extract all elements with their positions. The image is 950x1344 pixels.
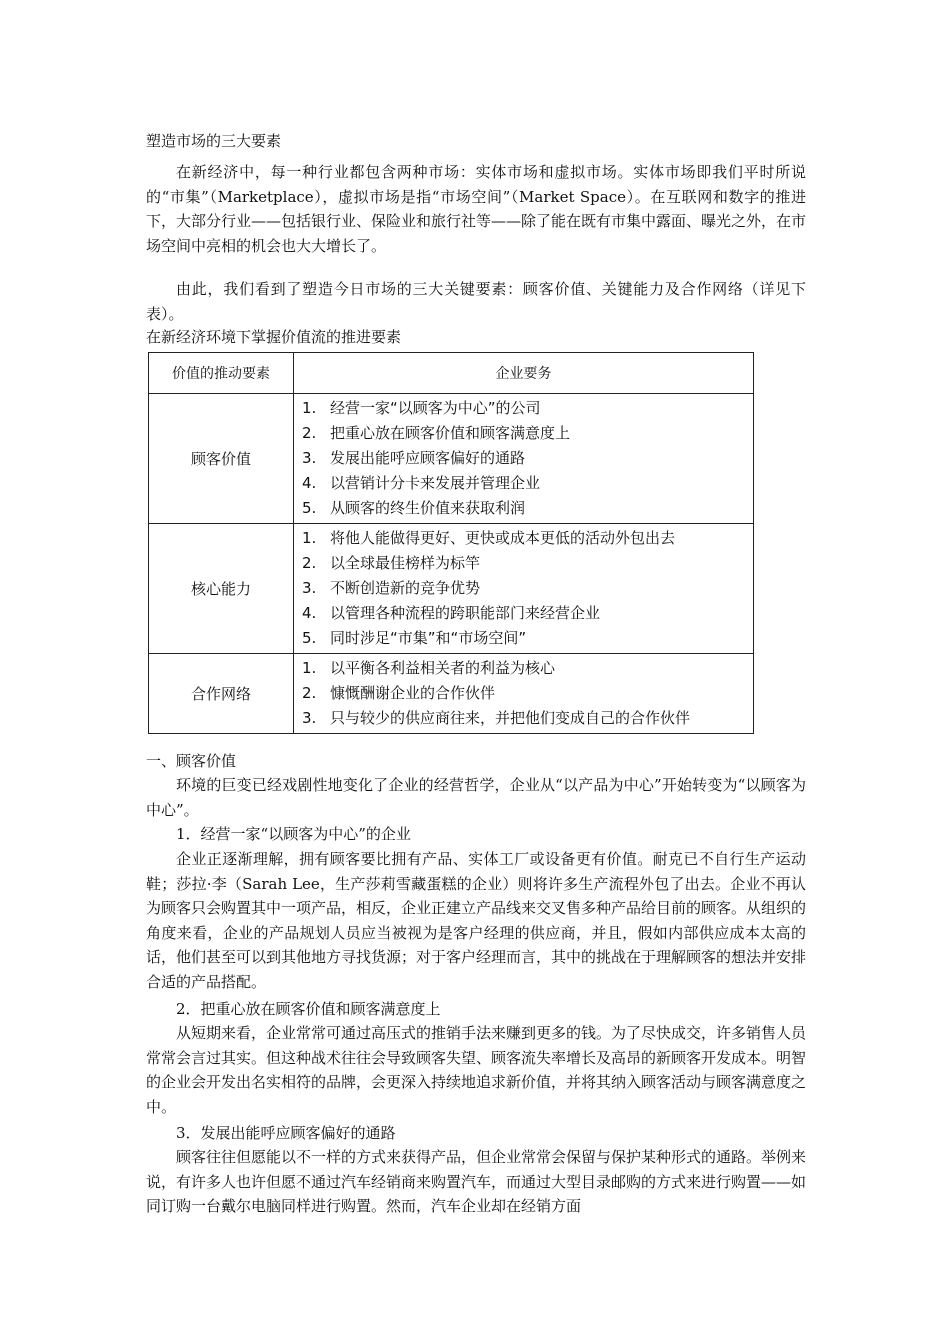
list-item [302, 656, 753, 681]
item-text: 将他人能做得更好、更快或成本更低的活动外包出去 [330, 529, 676, 547]
item-text: 从顾客的终生价值来获取利润 [330, 499, 526, 517]
subsection-body-3: 顾客往往但愿能以不一样的方式来获得产品，但企业常常会保留与保护某种形式的通路。举例来说，有许多人也许但愿不通过汽车经销商来购置汽车，而通过大型目录邮购的方式来进行购置——如同订购一台戴尔电脑同样进行购置。然而，汽车企业却在经销方面 [146, 1148, 807, 1215]
item-number: 2. [302, 424, 317, 442]
subsection-heading-2: 2．把重心放在顾客价值和顾客满意度上 [176, 1000, 441, 1018]
item-text: 以全球最佳榜样为标竿 [330, 554, 481, 572]
header-driver: 价值的推动要素 [149, 353, 294, 394]
item-text: 发展出能呼应顾客偏好的通路 [330, 449, 526, 467]
list-item [302, 446, 753, 471]
task-cell [294, 394, 754, 524]
item-text: 不断创造新的竞争优势 [330, 579, 481, 597]
item-number: 5. [302, 499, 317, 517]
item-text: 把重心放在顾客价值和顾客满意度上 [330, 424, 571, 442]
item-text: 同时涉足“市集”和“市场空间” [330, 629, 527, 647]
item-number: 5. [302, 629, 317, 647]
subsection-heading-1: 1．经营一家“以顾客为中心”的企业 [176, 825, 411, 843]
task-list [302, 526, 753, 651]
list-item [302, 626, 753, 651]
list-item [302, 681, 753, 706]
list-item [302, 601, 753, 626]
item-number: 1. [302, 399, 317, 417]
value-driver-table [148, 352, 754, 734]
item-number: 4. [302, 604, 317, 622]
item-text: 以管理各种流程的跨职能部门来经营企业 [330, 604, 601, 622]
task-list [302, 656, 753, 731]
table-row [149, 654, 754, 734]
table-caption: 在新经济环境下掌握价值流的推进要素 [146, 328, 402, 346]
intro-paragraph-1: 在新经济中，每一种行业都包含两种市场：实体市场和虚拟市场。实体市场即我们平时所说的“市集”（Marketplace），虚拟市场是指“市场空间”（Market Space）。在互联网和数字的推进下，大部分行业——包括银行业、保险业和旅行社等——除了能在既有市集中露面、曝光之外，在市场空间中亮相的机会也大大增长了。 [146, 163, 807, 255]
list-item [302, 421, 753, 446]
header-tasks: 企业要务 [294, 353, 754, 394]
document-title: 塑造市场的三大要素 [146, 132, 282, 150]
item-number: 1. [302, 529, 317, 547]
item-number: 2. [302, 554, 317, 572]
item-text: 以平衡各利益相关者的利益为核心 [330, 659, 556, 677]
task-cell [294, 654, 754, 734]
category-partner-network: 合作网络 [149, 654, 294, 734]
item-number: 3. [302, 579, 317, 597]
intro-paragraph-2: 由此，我们看到了塑造今日市场的三大关键要素：顾客价值、关键能力及合作网络（详见下表）。 [146, 280, 806, 323]
task-list [302, 396, 753, 521]
category-customer-value: 顾客价值 [149, 394, 294, 524]
list-item [302, 526, 753, 551]
task-cell [294, 524, 754, 654]
table-row [149, 394, 754, 524]
item-number: 2. [302, 684, 317, 702]
section-heading: 一、顾客价值 [146, 752, 237, 770]
table-row [149, 524, 754, 654]
subsection-heading-3: 3．发展出能呼应顾客偏好的通路 [176, 1124, 396, 1142]
subsection-body-1: 企业正逐渐理解，拥有顾客要比拥有产品、实体工厂或设备更有价值。耐克已不自行生产运动鞋；莎拉·李（Sarah Lee，生产莎莉雪藏蛋糕的企业）则将许多生产流程外包了出去。企业不再认为顾客只会购置其中一项产品，相反，企业正建立产品线来交叉售多种产品给目前的顾客。从组织的角度来看，企业的产品规划人员应当被视为是客户经理的供应商，并且，假如内部供应成本太高的话，他们甚至可以到其他地方寻找货源；对于客户经理而言，其中的挑战在于理解顾客的想法并安排合适的产品搭配。 [146, 850, 807, 991]
list-item [302, 471, 753, 496]
subsection-body-2: 从短期来看，企业常常可通过高压式的推销手法来赚到更多的钱。为了尽快成交，许多销售人员常常会言过其实。但这种战术往往会导致顾客失望、顾客流失率增长及高昂的新顾客开发成本。明智的企业会开发出名实相符的品牌，会更深入持续地追求新价值，并将其纳入顾客活动与顾客满意度之中。 [146, 1024, 807, 1116]
category-core-competence: 核心能力 [149, 524, 294, 654]
section-intro: 环境的巨变已经戏剧性地变化了企业的经营哲学，企业从“以产品为中心”开始转变为“以顾客为中心”。 [146, 776, 806, 819]
item-number: 4. [302, 474, 317, 492]
item-text: 经营一家“以顾客为中心”的公司 [330, 399, 541, 417]
list-item [302, 576, 753, 601]
item-text: 只与较少的供应商往来，并把他们变成自己的合作伙伴 [330, 709, 691, 727]
item-number: 1. [302, 659, 317, 677]
list-item [302, 551, 753, 576]
list-item [302, 496, 753, 521]
table-header-row [149, 353, 754, 394]
item-number: 3. [302, 709, 317, 727]
list-item [302, 706, 753, 731]
item-text: 慷慨酬谢企业的合作伙伴 [330, 684, 496, 702]
list-item [302, 396, 753, 421]
item-number: 3. [302, 449, 317, 467]
item-text: 以营销计分卡来发展并管理企业 [330, 474, 541, 492]
